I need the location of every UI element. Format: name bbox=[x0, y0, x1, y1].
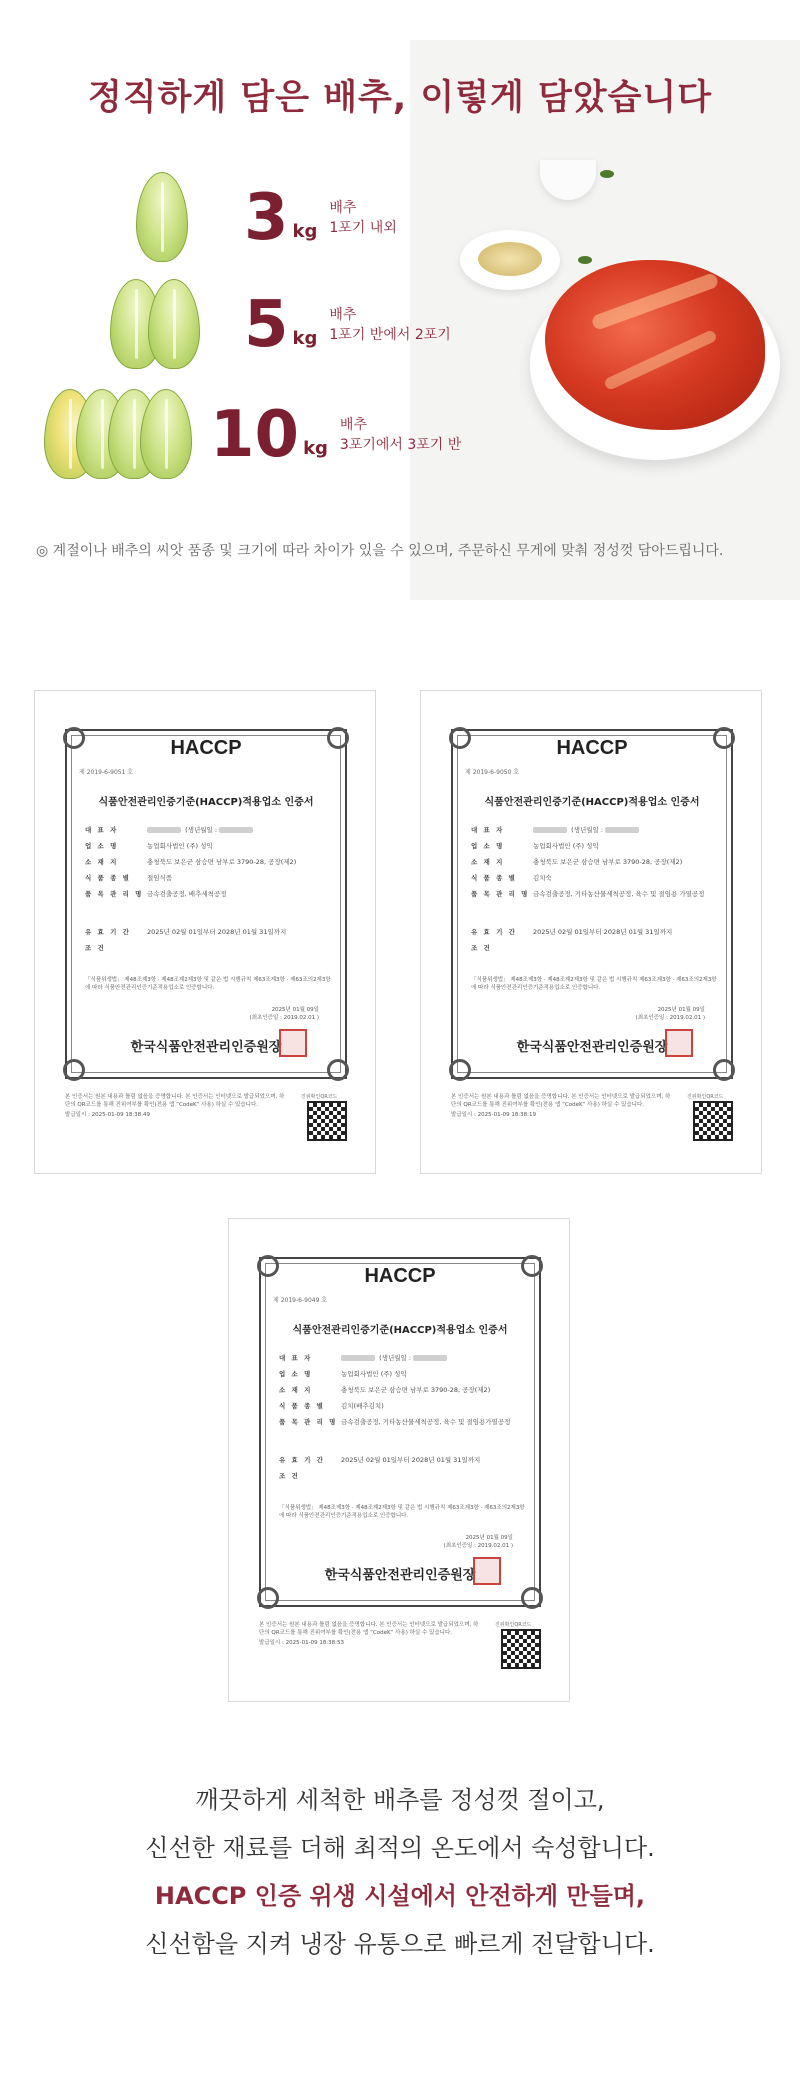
ornament-icon bbox=[257, 1587, 279, 1609]
certificate-legal-text: 「식품위생법」 제48조제3항 · 제48조제2제3항 및 같은 법 시행규칙 제63조제3항 · 제63조의2제3항에 따라 식품안전관리인증기준적용업소로 인증합니다. bbox=[85, 977, 331, 991]
certificate-fields bbox=[85, 821, 331, 955]
certificate-date: 2025년 01월 09일 (최초인증일 : 2019.02.01 ) bbox=[635, 1007, 705, 1021]
side-dish-icon bbox=[460, 230, 560, 290]
closing-line-highlight: HACCP 인증 위생 시설에서 안전하게 만들며, bbox=[154, 1882, 646, 1910]
qr-code-icon bbox=[501, 1629, 541, 1669]
weight-row-10kg bbox=[44, 385, 461, 485]
field-row: 품 목 관 리 명 금속검출공정, 기타농산물세척공정, 육수 및 절임용 가열공정 bbox=[471, 889, 705, 898]
certificate-fields bbox=[279, 1349, 525, 1483]
weight-description: 배추 3포기에서 3포기 반 bbox=[339, 417, 462, 453]
cabbage-icon bbox=[140, 389, 192, 479]
leaf-icon bbox=[600, 170, 614, 178]
ornament-icon bbox=[327, 1059, 349, 1081]
weight-number: 5 bbox=[244, 288, 289, 362]
leaf-icon bbox=[578, 256, 592, 264]
weight-guide-section bbox=[0, 0, 800, 600]
field-row: 식 품 종 별 김치숙 bbox=[471, 873, 552, 882]
field-row: 유 효 기 간 2025년 02월 01일부터 2028년 01월 31일까지 bbox=[279, 1455, 481, 1464]
field-row: 유 효 기 간 2025년 02월 01일부터 2028년 01월 31일까지 bbox=[85, 927, 287, 936]
certificate-legal-text: 「식품위생법」 제48조제3항 · 제48조제2제3항 및 같은 법 시행규칙 제63조제3항 · 제63조의2제3항에 따라 식품안전관리인증기준적용업소로 인증합니다. bbox=[279, 1505, 525, 1519]
size-note: ◎ 계절이나 배추의 씨앗 품종 및 크기에 따라 차이가 있을 수 있으며, 주문하신 무게에 맞춰 정성껏 담아드립니다. bbox=[36, 543, 724, 559]
cabbage-illustration bbox=[44, 385, 192, 485]
ornament-icon bbox=[713, 1059, 735, 1081]
weight-description: 배추 1포기 내외 bbox=[329, 200, 397, 236]
certificate-footer: 본 인증서는 원본 내용과 틀림 없음을 증명합니다. 본 인증서는 인터넷으로 발급되었으며, 하단의 QR코드를 통해 진위여부를 확인(전용 앱 “CodeK” 사용) 하실 수 있습니다. 발급일시 : 2025-01-09 18:38:19 bbox=[451, 1094, 671, 1118]
official-seal-icon bbox=[473, 1557, 501, 1585]
closing-line: 신선한 재료를 더해 최적의 온도에서 숙성합니다. bbox=[145, 1834, 655, 1862]
certificate-title: 식품안전관리인증기준(HACCP)적용업소 인증서 bbox=[484, 797, 700, 808]
ornament-icon bbox=[449, 1059, 471, 1081]
certificate-number: 제 2019-6-9050 호 bbox=[465, 769, 520, 776]
field-row: 품 목 관 리 명 금속검출공정, 기타농산물세척공정, 육수 및 절임용가열공정 bbox=[279, 1417, 511, 1426]
weight-unit: kg bbox=[303, 438, 328, 459]
field-row: 소 재 지 충청북도 보은군 삼승면 남부로 3790-28, 공장(제2) bbox=[85, 857, 297, 866]
certificate-number: 제 2019-6-9051 호 bbox=[79, 769, 134, 776]
certificate-date: 2025년 01월 09일 (최초인증일 : 2019.02.01 ) bbox=[443, 1535, 513, 1549]
field-row: 대 표 자 (생년월일 : bbox=[85, 821, 331, 837]
field-row: 소 재 지 충청북도 보은군 삼승면 남부로 3790-28, 공장(제2) bbox=[279, 1385, 491, 1394]
cabbage-illustration bbox=[130, 168, 200, 268]
cabbage-icon bbox=[148, 279, 200, 369]
official-seal-icon bbox=[279, 1029, 307, 1057]
haccp-certificate-2: HACCP 제 2019-6-9050 호 식품안전관리인증기준(HACCP)적용업소 인증서 대 표 자 (생년월일 : 업 소 명 농업회사법인 (주) 성익 소 재 지 충청북도 보은군 삼승면 남부로 3790-28, 공장(제2) 식 품 종 별 김치숙 품 목 관 리 명 금속검출공정, 기타농산물세척공정, 육수 및 절임용 가열공정 유 효 기 간 2025년 02월 01일부터 2028년 01월 31일까지 조 건 「식품위생법」 제48조제3항 · 제48조제2제3항 및 같은 법 시행규칙 제63조제3항 · 제63조의2제3항에 따라 식품안전관리인증기준적용업소로 인증합니다. 2025년 01월 09일 (최초인증일 : 2019.02.01 ) 한국식품안전관리인증원장 본 인증서는 원본 내용과 틀림 없음을 증명합니다. 본 인증서는 인터넷으로 발급되었으며, 하단의 QR코드를 통해 진위여부를 확인(전용 앱 “CodeK” 사용) 하실 수 있습니다. 발급일시 : 2025-01-09 18:38:19 진위확인QR코드 bbox=[420, 690, 762, 1174]
haccp-logo: HACCP bbox=[364, 1265, 436, 1287]
certificate-fields bbox=[471, 821, 717, 955]
field-row: 식 품 종 별 절임식품 bbox=[85, 873, 173, 882]
redacted-value bbox=[341, 1355, 375, 1361]
ornament-icon bbox=[521, 1587, 543, 1609]
field-row: 업 소 명 농업회사법인 (주) 성익 bbox=[279, 1369, 407, 1378]
field-row: 소 재 지 충청북도 보은군 삼승면 남부로 3790-28, 공장(제2) bbox=[471, 857, 683, 866]
field-row: 대 표 자 (생년월일 : bbox=[279, 1349, 525, 1365]
field-row: 유 효 기 간 2025년 02월 01일부터 2028년 01월 31일까지 bbox=[471, 927, 673, 936]
redacted-value bbox=[413, 1355, 447, 1361]
tea-cup-icon bbox=[540, 160, 596, 200]
redacted-value bbox=[147, 827, 181, 833]
qr-code-icon bbox=[693, 1101, 733, 1141]
weight-description: 배추 1포기 반에서 2포기 bbox=[329, 307, 451, 343]
haccp-logo: HACCP bbox=[170, 737, 242, 759]
field-row: 식 품 종 별 김치(배추김치) bbox=[279, 1401, 384, 1410]
haccp-logo: HACCP bbox=[556, 737, 628, 759]
weight-unit: kg bbox=[292, 328, 318, 349]
field-row: 대 표 자 (생년월일 : bbox=[471, 821, 717, 837]
field-row: 업 소 명 농업회사법인 (주) 성익 bbox=[471, 841, 599, 850]
redacted-value bbox=[219, 827, 253, 833]
redacted-value bbox=[605, 827, 639, 833]
certificate-date: 2025년 01월 09일 (최초인증일 : 2019.02.01 ) bbox=[249, 1007, 319, 1021]
cabbage-icon bbox=[136, 172, 188, 262]
closing-message bbox=[0, 1776, 800, 1968]
weight-row-5kg bbox=[110, 275, 451, 375]
closing-line: 깨끗하게 세척한 배추를 정성껏 절이고, bbox=[195, 1786, 605, 1814]
certificate-footer: 본 인증서는 원본 내용과 틀림 없음을 증명합니다. 본 인증서는 인터넷으로 발급되었으며, 하단의 QR코드를 통해 진위여부를 확인(전용 앱 “CodeK” 사용) 하실 수 있습니다. 발급일시 : 2025-01-09 18:38:53 bbox=[259, 1622, 479, 1646]
field-row: 조 건 bbox=[85, 943, 106, 952]
kimchi-photo bbox=[460, 160, 780, 480]
field-row: 조 건 bbox=[279, 1471, 300, 1480]
official-seal-icon bbox=[665, 1029, 693, 1057]
certificate-legal-text: 「식품위생법」 제48조제3항 · 제48조제2제3항 및 같은 법 시행규칙 제63조제3항 · 제63조의2제3항에 따라 식품안전관리인증기준적용업소로 인증합니다. bbox=[471, 977, 717, 991]
weight-row-3kg bbox=[130, 168, 397, 268]
closing-line: 신선함을 지켜 냉장 유통으로 빠르게 전달합니다. bbox=[145, 1930, 655, 1958]
certificate-title: 식품안전관리인증기준(HACCP)적용업소 인증서 bbox=[292, 1325, 508, 1336]
certificate-title: 식품안전관리인증기준(HACCP)적용업소 인증서 bbox=[98, 797, 314, 808]
field-row: 조 건 bbox=[471, 943, 492, 952]
certificate-number: 제 2019-6-9049 호 bbox=[273, 1297, 328, 1304]
qr-code-icon bbox=[307, 1101, 347, 1141]
field-row: 품 목 관 리 명 금속검출공정, 배추세척공정 bbox=[85, 889, 227, 898]
weight-number: 10 bbox=[210, 398, 300, 472]
certificate-signature: 한국식품안전관리인증원장 bbox=[130, 1040, 282, 1055]
redacted-value bbox=[533, 827, 567, 833]
ornament-icon bbox=[63, 1059, 85, 1081]
haccp-certificate-1: HACCP 제 2019-6-9051 호 식품안전관리인증기준(HACCP)적용업소 인증서 대 표 자 (생년월일 : 업 소 명 농업회사법인 (주) 성익 소 재 지 충청북도 보은군 삼승면 남부로 3790-28, 공장(제2) 식 품 종 별 절임식품 품 목 관 리 명 금속검출공정, 배추세척공정 유 효 기 간 2025년 02월 01일부터 2028년 01월 31일까지 조 건 「식품위생법」 제48조제3항 · 제48조제2제3항 및 같은 법 시행규칙 제63조제3항 · 제63조의2제3항에 따라 식품안전관리인증기준적용업소로 인증합니다. 2025년 01월 09일 (최초인증일 : 2019.02.01 ) 한국식품안전관리인증원장 본 인증서는 원본 내용과 틀림 없음을 증명합니다. 본 인증서는 인터넷으로 발급되었으며, 하단의 QR코드를 통해 진위여부를 확인(전용 앱 “CodeK” 사용) 하실 수 있습니다. 발급일시 : 2025-01-09 18:38:49 진위확인QR코드 bbox=[34, 690, 376, 1174]
field-row: 업 소 명 농업회사법인 (주) 성익 bbox=[85, 841, 213, 850]
certificate-signature: 한국식품안전관리인증원장 bbox=[516, 1040, 668, 1055]
certificate-signature: 한국식품안전관리인증원장 bbox=[324, 1568, 476, 1583]
page-title: 정직하게 담은 배추, 이렇게 담았습니다 bbox=[88, 78, 712, 118]
certificate-footer: 본 인증서는 원본 내용과 틀림 없음을 증명합니다. 본 인증서는 인터넷으로 발급되었으며, 하단의 QR코드를 통해 진위여부를 확인(전용 앱 “CodeK” 사용) 하실 수 있습니다. 발급일시 : 2025-01-09 18:38:49 bbox=[65, 1094, 285, 1118]
haccp-certificate-3: HACCP 제 2019-6-9049 호 식품안전관리인증기준(HACCP)적용업소 인증서 대 표 자 (생년월일 : 업 소 명 농업회사법인 (주) 성익 소 재 지 충청북도 보은군 삼승면 남부로 3790-28, 공장(제2) 식 품 종 별 김치(배추김치) 품 목 관 리 명 금속검출공정, 기타농산물세척공정, 육수 및 절임용가열공정 유 효 기 간 2025년 02월 01일부터 2028년 01월 31일까지 조 건 「식품위생법」 제48조제3항 · 제48조제2제3항 및 같은 법 시행규칙 제63조제3항 · 제63조의2제3항에 따라 식품안전관리인증기준적용업소로 인증합니다. 2025년 01월 09일 (최초인증일 : 2019.02.01 ) 한국식품안전관리인증원장 본 인증서는 원본 내용과 틀림 없음을 증명합니다. 본 인증서는 인터넷으로 발급되었으며, 하단의 QR코드를 통해 진위여부를 확인(전용 앱 “CodeK” 사용) 하실 수 있습니다. 발급일시 : 2025-01-09 18:38:53 진위확인QR코드 bbox=[228, 1218, 570, 1702]
cabbage-illustration bbox=[110, 275, 196, 375]
weight-unit: kg bbox=[292, 221, 318, 242]
weight-number: 3 bbox=[244, 181, 289, 255]
